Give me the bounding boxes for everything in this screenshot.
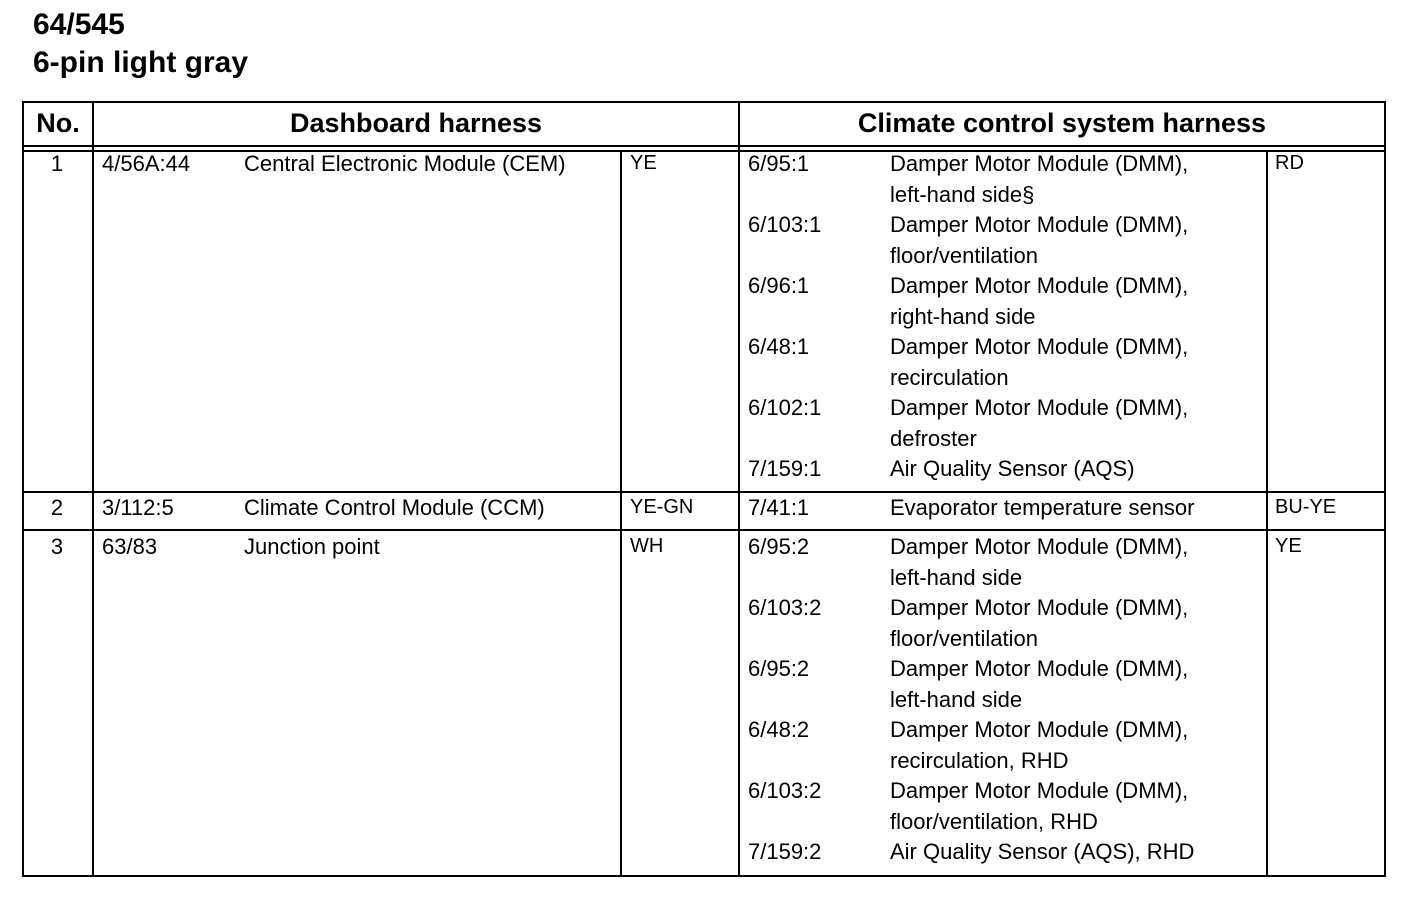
climate-desc-cont: floor/ventilation, RHD: [890, 808, 1098, 834]
row-number: 1: [50, 151, 64, 176]
climate-desc: Damper Motor Module (DMM),: [890, 395, 1189, 420]
climate-desc: Damper Motor Module (DMM),: [890, 778, 1189, 803]
table-border-left: [22, 101, 24, 877]
climate-desc-cont: left-hand side: [890, 564, 1023, 590]
header-dashboard: Dashboard harness: [289, 108, 543, 138]
col-divider-harness: [738, 101, 740, 877]
dash-ref: 3/112:5: [102, 495, 174, 520]
climate-ref: 6/103:2: [748, 595, 822, 620]
climate-wire-color: YE: [1275, 535, 1302, 557]
dash-wire-color: WH: [630, 535, 664, 557]
pin-table: [22, 101, 1386, 877]
climate-desc: Damper Motor Module (DMM),: [890, 534, 1189, 559]
climate-desc: Damper Motor Module (DMM),: [890, 151, 1189, 176]
climate-wire-color: BU-YE: [1275, 496, 1337, 518]
climate-desc-cont: right-hand side: [890, 303, 1036, 329]
climate-ref: 6/96:1: [748, 273, 810, 298]
climate-desc: Air Quality Sensor (AQS): [890, 456, 1135, 481]
dash-ref: 63/83: [102, 534, 158, 559]
row-number: 2: [50, 495, 64, 520]
climate-ref: 6/103:2: [748, 778, 822, 803]
climate-ref: 6/95:2: [748, 656, 810, 681]
climate-desc-cont: floor/ventilation: [890, 625, 1038, 651]
climate-desc-cont: recirculation: [890, 364, 1009, 390]
climate-desc: Damper Motor Module (DMM),: [890, 717, 1189, 742]
climate-desc-cont: defroster: [890, 425, 977, 451]
climate-ref: 7/41:1: [748, 495, 810, 520]
col-divider-climate-color: [1266, 150, 1268, 877]
col-divider-dash-color: [620, 150, 622, 877]
connector-description: 6-pin light gray: [33, 46, 249, 79]
climate-desc: Evaporator temperature sensor: [890, 495, 1195, 520]
dash-desc: Junction point: [244, 534, 380, 559]
climate-ref: 6/48:2: [748, 717, 810, 742]
header-climate: Climate control system harness: [857, 108, 1267, 138]
table-border-bottom: [22, 875, 1386, 877]
dash-wire-color: YE-GN: [630, 496, 694, 518]
climate-ref: 7/159:2: [748, 839, 822, 864]
dash-desc: Central Electronic Module (CEM): [244, 151, 566, 176]
climate-ref: 6/103:1: [748, 212, 822, 237]
col-divider-no: [92, 101, 94, 877]
climate-desc-cont: left-hand side: [890, 686, 1023, 712]
table-border-right: [1384, 101, 1386, 877]
dash-wire-color: YE: [630, 152, 657, 174]
dash-ref: 4/56A:44: [102, 151, 191, 176]
header-no: No.: [36, 108, 80, 138]
climate-ref: 6/95:2: [748, 534, 810, 559]
connector-id: 64/545: [33, 8, 125, 41]
climate-desc: Damper Motor Module (DMM),: [890, 656, 1189, 681]
climate-desc: Damper Motor Module (DMM),: [890, 595, 1189, 620]
climate-desc: Air Quality Sensor (AQS), RHD: [890, 839, 1195, 864]
climate-wire-color: RD: [1275, 152, 1304, 174]
climate-desc: Damper Motor Module (DMM),: [890, 273, 1189, 298]
climate-ref: 6/102:1: [748, 395, 822, 420]
climate-ref: 7/159:1: [748, 456, 822, 481]
climate-desc-cont: left-hand side§: [890, 181, 1035, 207]
climate-desc-cont: floor/ventilation: [890, 242, 1038, 268]
climate-desc-cont: recirculation, RHD: [890, 747, 1069, 773]
climate-desc: Damper Motor Module (DMM),: [890, 212, 1189, 237]
dash-desc: Climate Control Module (CCM): [244, 495, 545, 520]
climate-ref: 6/95:1: [748, 151, 810, 176]
climate-desc: Damper Motor Module (DMM),: [890, 334, 1189, 359]
row-divider-2: [22, 529, 1386, 531]
climate-ref: 6/48:1: [748, 334, 810, 359]
row-number: 3: [50, 534, 64, 559]
